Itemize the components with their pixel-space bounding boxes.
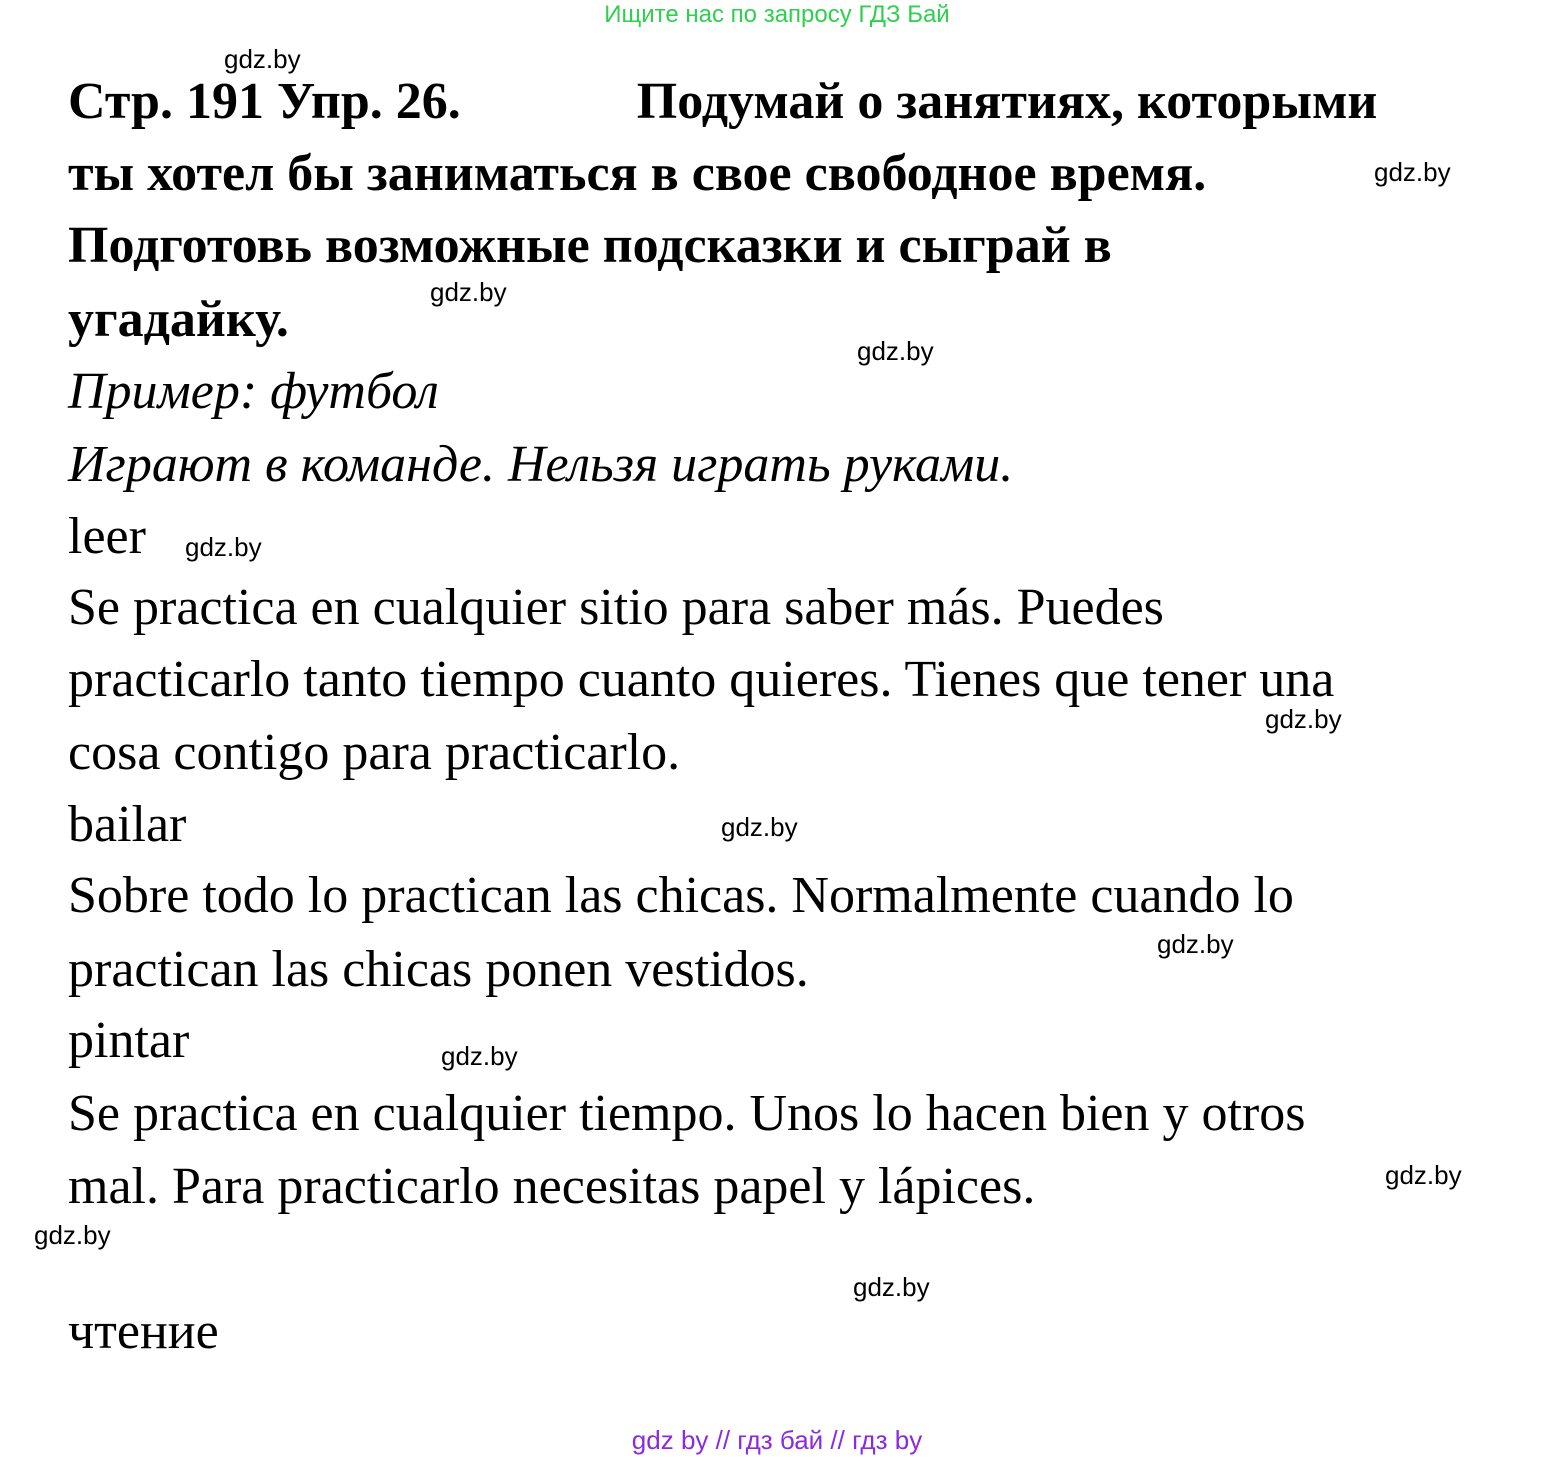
entry-word-pintar: pintar [68,1012,190,1069]
watermark: gdz.by [185,532,262,562]
watermark: gdz.by [441,1041,518,1071]
heading-line-3: Подготовь возможные подсказки и сыграй в [68,217,1112,274]
heading-line-1 [68,72,1377,132]
entry-pintar-line-2: mal. Para practicarlo necesitas papel y lápices. [68,1158,1036,1215]
entry-leer-line-3: cosa contigo para practicarlo. [68,724,681,781]
entry-bailar-line-2: practican las chicas ponen vestidos. [68,941,809,998]
watermark: gdz.by [34,1220,111,1250]
heading-line-2: ты хотел бы заниматься в свое свободное время. [68,145,1207,202]
watermark: gdz.by [1265,704,1342,734]
entry-bailar-line-1: Sobre todo lo practican las chicas. Normalmente cuando lo [68,867,1294,924]
answer-word: чтение [68,1303,219,1360]
entry-word-bailar: bailar [68,796,187,853]
example-text: Играют в команде. Нельзя играть руками. [68,436,1014,493]
watermark: gdz.by [1157,929,1234,959]
watermark: gdz.by [1374,157,1451,187]
watermark: gdz.by [853,1272,930,1302]
entry-leer-line-1: Se practica en cualquier sitio para saber más. Puedes [68,579,1164,636]
entry-word-leer: leer [68,508,146,565]
watermark: gdz.by [224,44,301,74]
entry-leer-line-2: practicarlo tanto tiempo cuanto quieres. Tienes que tener una [68,651,1335,708]
watermark: gdz.by [430,277,507,307]
watermark: gdz.by [857,336,934,366]
entry-pintar-line-1: Se practica en cualquier tiempo. Unos lo hacen bien y otros [68,1085,1306,1142]
task-text-part-1: Подумай о занятиях, которыми [636,73,1378,130]
watermark: gdz.by [721,812,798,842]
exercise-number: Стр. 191 Упр. 26. [68,73,461,130]
footer-links: gdz by // гдз бай // гдз by [631,1425,923,1455]
top-banner: Ищите нас по запросу ГДЗ Бай [604,1,950,28]
heading-line-4: угадайку. [68,291,289,348]
example-label: Пример: футбол [68,363,439,420]
watermark: gdz.by [1385,1160,1462,1190]
